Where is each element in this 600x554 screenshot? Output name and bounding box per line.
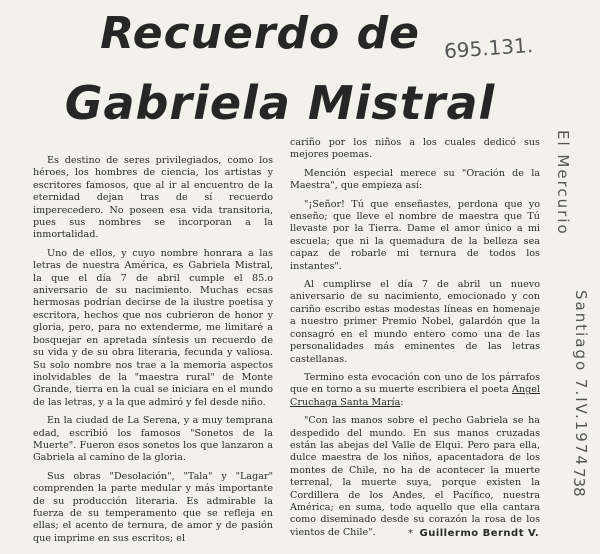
article-left-column [33,155,273,551]
paragraph: En la ciudad de La Serena, y a muy temprana edad, escribió los famosos "Sonetos de la Muerte". Fueron esos sonetos los que lanzaron a Gabriela al camino de la gloria. [33,415,273,464]
byline-marker: * [408,528,414,539]
paragraph: cariño por los niños a los cuales dedicó sus mejores poemas. [290,137,540,161]
handwritten-date-note: Santiago 7.IV.1974 [572,290,590,467]
article-right-column [290,137,540,545]
paragraph: Mención especial merece su "Oración de la Maestra", que empieza así: [290,167,540,192]
handwritten-page-note: 738 [570,468,588,497]
byline [408,528,539,539]
quote-paragraph: "¡Señor! Tú que enseñastes, perdona que yo enseño; que lleve el nombre de maestra que Tú llevaste por la Tierra. Dame el amor único a mi escuela; que ni la quemadura de la belleza sea capaz de robarle mi ternura de todos los instantes". [290,198,540,272]
paragraph: Al cumplirse el día 7 de abril un nuevo aniversario de su nacimiento, emocionado y con cariño escribo estas modestas líneas en homenaje a nuestro primer Premio Nobel, galardón que la consagró en el mundo entero como una de las personalidades más eminentes de las letras castellanas. [290,279,540,365]
poet-name: Angel Cruchaga Santa María [290,384,540,408]
paragraph [290,372,540,409]
closing-text: Termino esta evocación con uno de los párrafos que en torno a su muerte escribiera el poeta [290,371,540,396]
paragraph: Uno de ellos, y cuyo nombre honrara a las letras de nuestra América, es Gabriela Mistral, la que el día 7 de abril cumple el 85.o aniversario de su nacimiento. Muchas ecsas hermosas podrían decirse de la ilustre poetisa y escritora, hechos que nos cubrieron de honor y gloria, pero, para no extenderme, me limitaré a bosquejar en apretada síntesis un recuerdo de su vida y de su obra literaria, fecunda y valiosa. Su solo nombre nos trae a la memoria aspectos inolvidables de la "maestra rural" de Monte Grande, tierra en la cual se iniciara en el mundo de las letras, y a la que admiró y fel desde niño. [33,247,273,408]
handwritten-source-note: El Mercurio [554,130,572,236]
closing-punct: : [400,396,404,408]
paragraph: Es destino de seres privilegiados, como los héroes, los hombres de ciencia, los artistas y escritores famosos, que al ir al encuentro de la eternidad dejan tras de sí recuerdo imperecedero. No poseen esa vida transitoria, pues sus nombres se incorporan a la inmortalidad. [33,155,273,241]
article-title-line-1: Recuerdo de [100,8,420,59]
article-title-line-2: Gabriela Mistral [64,76,496,130]
handwritten-catalog-number: 695.131. [443,32,534,64]
paragraph: Sus obras "Desolación", "Tala" y "Lagar" comprenden la parte medular y más importante de su producción literaria. Es admirable la fuerza de su temperamento que se refleja en ellas; el acento de ternura, de amor y de pasión que imprime en sus escritos; el [33,470,273,544]
author-name: Guillermo Berndt V. [419,528,540,539]
final-quote-paragraph: "Con las manos sobre el pecho Gabriela se ha despedido del mundo. En sus manos cruzadas están las abejas del Valle de Elqui. Pero para ella, dulce maestra de los niños, apacentadora de los montes de Chile, no ha de acontecer la muerte terrenal, la muerte suya, porque existen la Cordillera de los Andes, el Pacífico, nuestra América; en suma, todo aquello que ella cantara como diseminado desde su corazón la rosa de los vientos de Chile". [290,415,540,538]
